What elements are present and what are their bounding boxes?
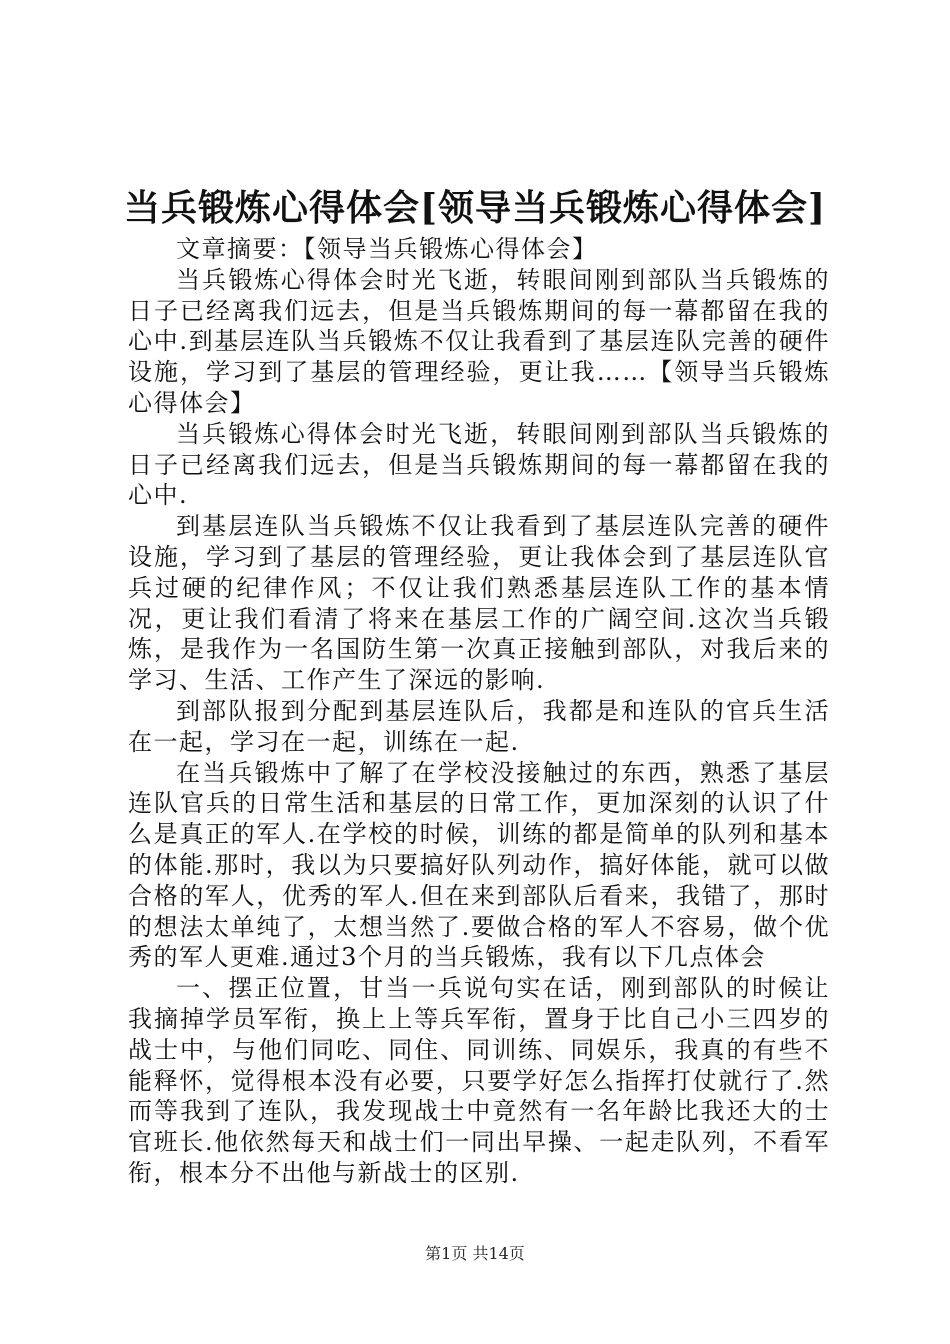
body-paragraph: 当兵锻炼心得体会时光飞逝，转眼间刚到部队当兵锻炼的日子已经离我们远去，但是当兵锻炼期间的每一幕都留在我的心中.到基层连队当兵锻炼不仅让我看到了基层连队完善的硬件设施，学习到了基层的管理经验，更让我……【领导当兵锻炼心得体会】 bbox=[128, 265, 830, 417]
document-body bbox=[128, 234, 830, 1189]
body-paragraph: 在当兵锻炼中了解了在学校没接触过的东西，熟悉了基层连队官兵的日常生活和基层的日常工作，更加深刻的认识了什么是真正的军人.在学校的时候，训练的都是简单的队列和基本的体能.那时，我以为只要搞好队列动作，搞好体能，就可以做合格的军人，优秀的军人.但在来到部队后看来，我错了，那时的想法太单纯了，太想当然了.要做合格的军人不容易，做个优秀的军人更难.通过3个月的当兵锻炼，我有以下几点体会 bbox=[128, 758, 830, 972]
summary-paragraph: 文章摘要：【领导当兵锻炼心得体会】 bbox=[176, 235, 598, 263]
document-title: 当兵锻炼心得体会[领导当兵锻炼心得体会] bbox=[123, 187, 827, 229]
body-paragraph: 到基层连队当兵锻炼不仅让我看到了基层连队完善的硬件设施，学习到了基层的管理经验，更让我体会到了基层连队官兵过硬的纪律作风；不仅让我们熟悉基层连队工作的基本情况，更让我们看清了将来在基层工作的广阔空间.这次当兵锻炼，是我作为一名国防生第一次真正接触到部队，对我后来的学习、生活、工作产生了深远的影响. bbox=[128, 512, 830, 695]
page-footer: 第1页 共14页 bbox=[425, 1244, 525, 1263]
body-paragraph: 一、摆正位置，甘当一兵说句实在话，刚到部队的时候让我摘掉学员军衔，换上上等兵军衔，置身于比自己小三四岁的战士中，与他们同吃、同住、同训练、同娱乐，我真的有些不能释怀，觉得根本没有必要，只要学好怎么指挥打仗就行了.然而等我到了连队，我发现战士中竟然有一名年龄比我还大的士官班长.他依然每天和战士们一同出早操、一起走队列，不看军衔，根本分不出他与新战士的区别. bbox=[128, 974, 830, 1187]
body-paragraph: 当兵锻炼心得体会时光飞逝，转眼间刚到部队当兵锻炼的日子已经离我们远去，但是当兵锻炼期间的每一幕都留在我的心中. bbox=[128, 419, 830, 510]
body-paragraph: 到部队报到分配到基层连队后，我都是和连队的官兵生活在一起，学习在一起，训练在一起. bbox=[128, 696, 830, 756]
